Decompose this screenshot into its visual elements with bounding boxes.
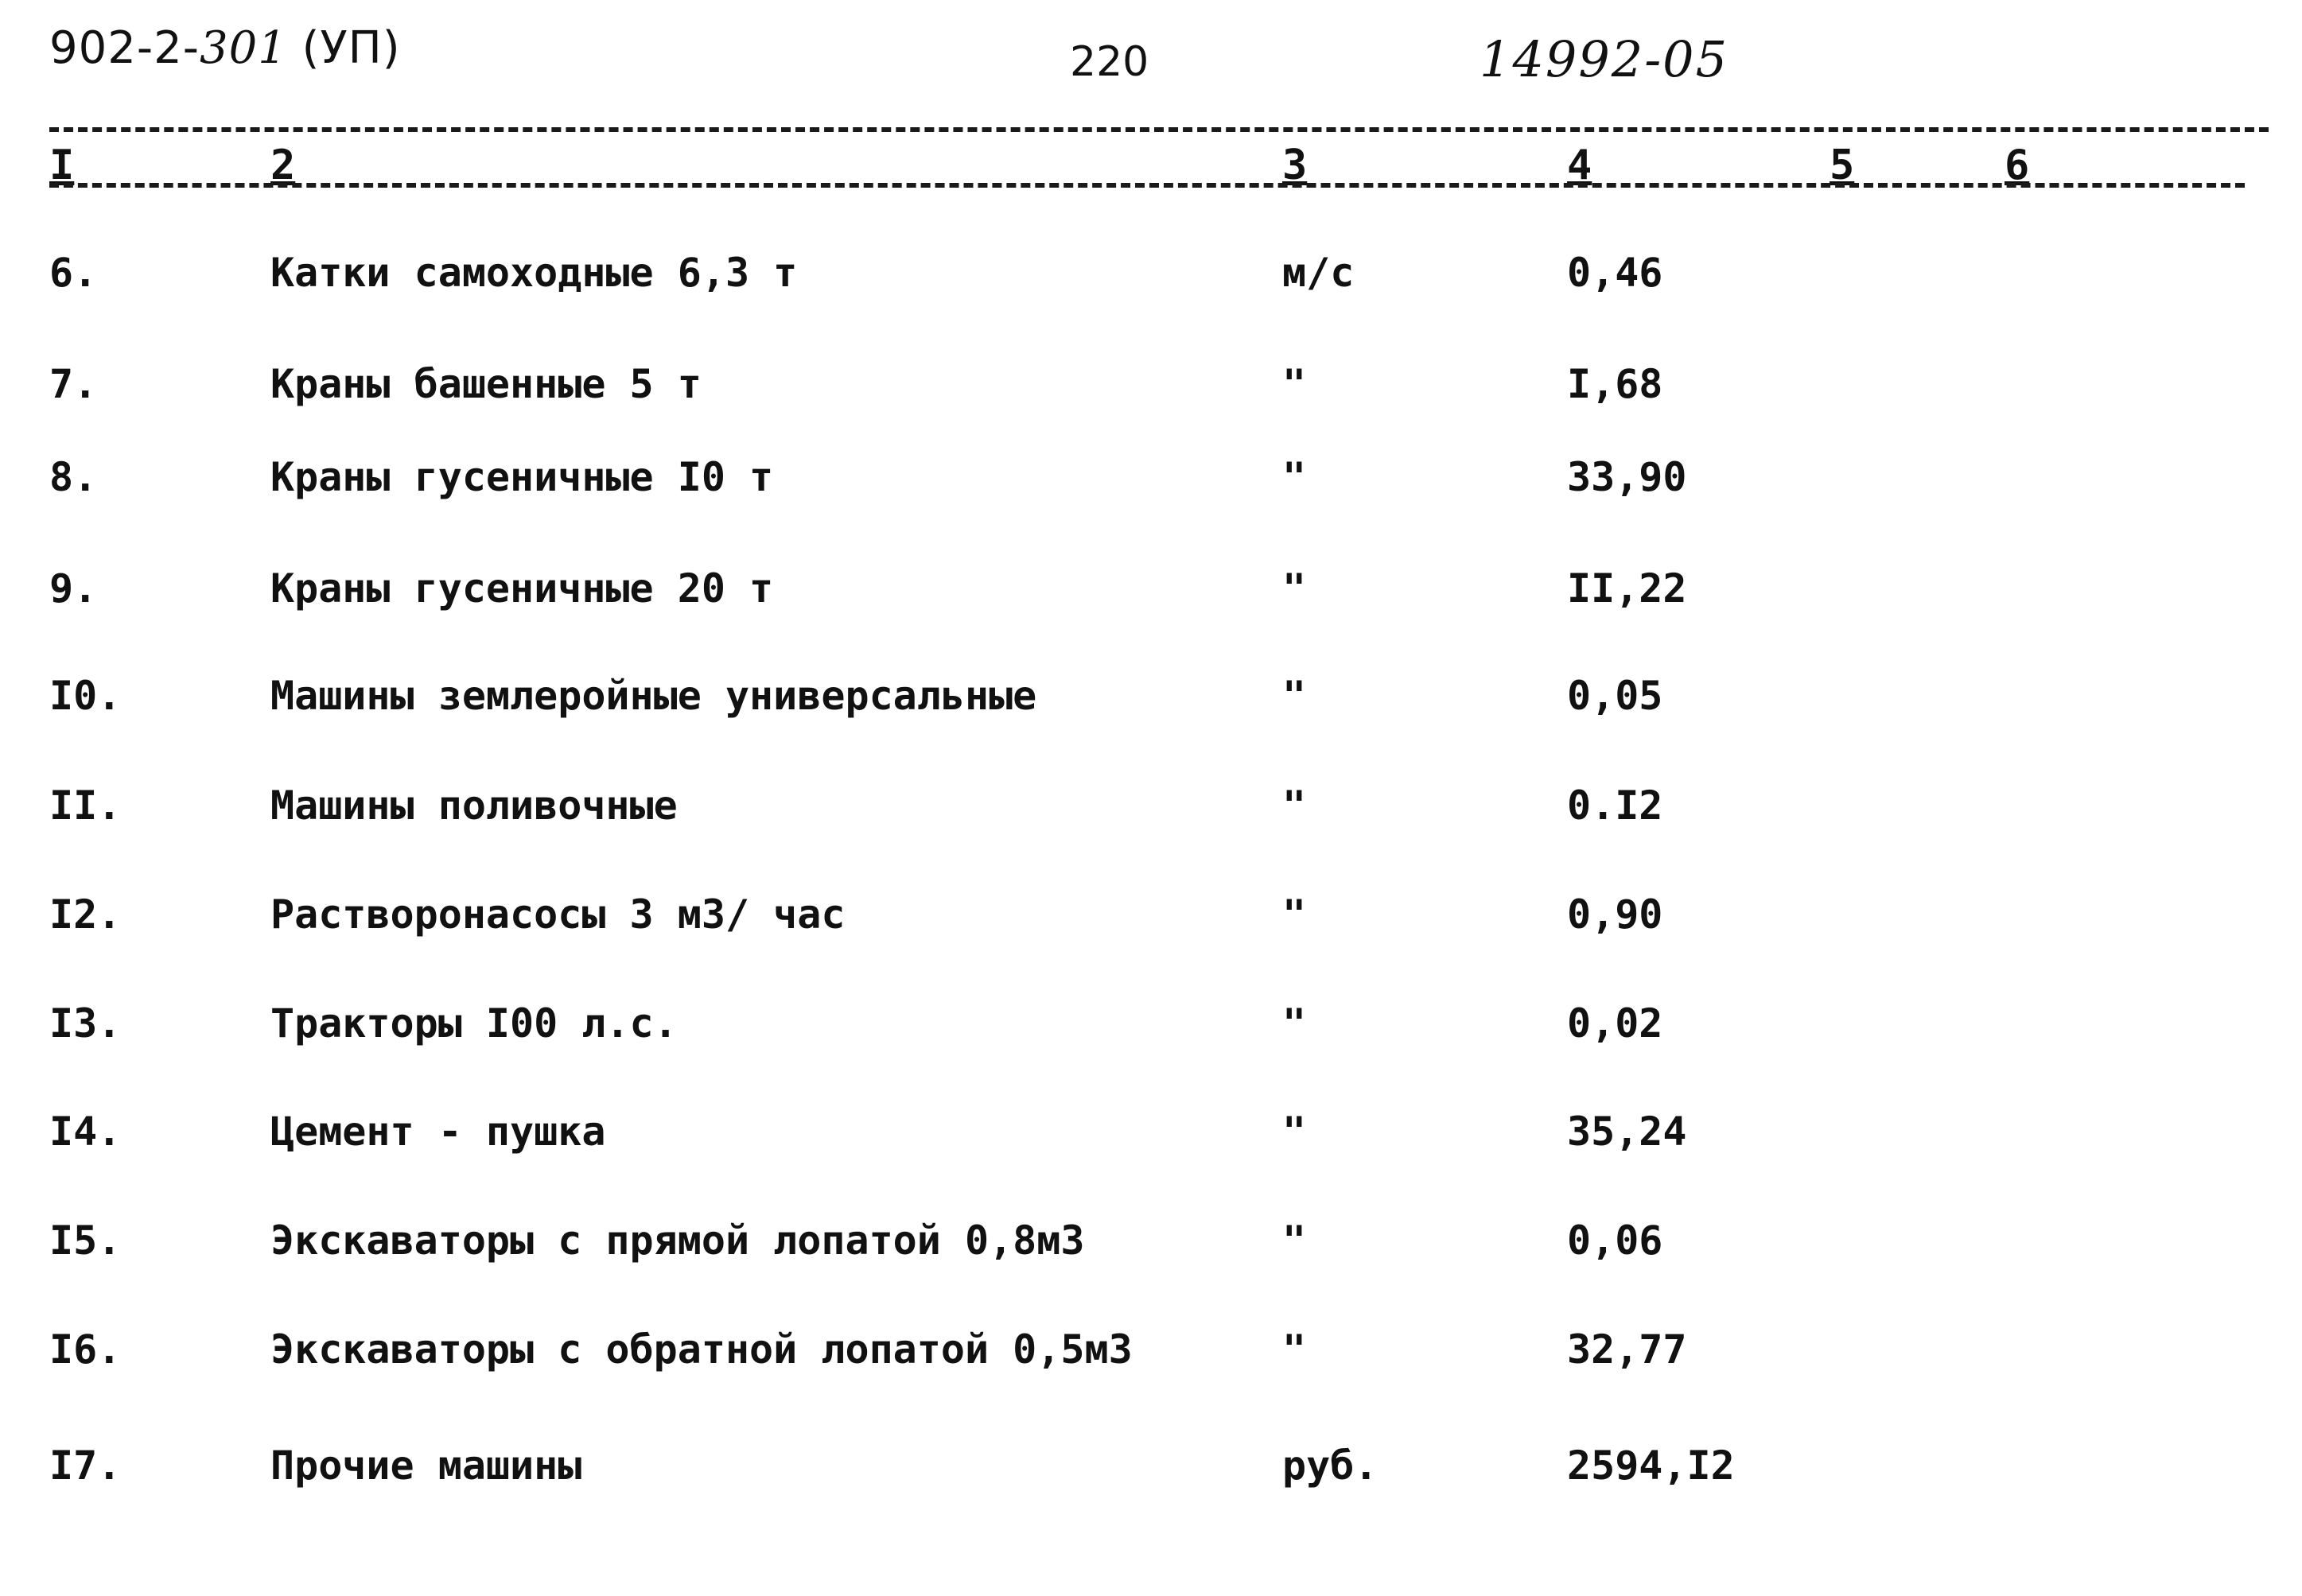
- unit: ": [1282, 1109, 1307, 1155]
- unit: руб.: [1282, 1443, 1378, 1489]
- column-number-4: 4: [1567, 142, 1592, 189]
- column-number-2: 2: [270, 142, 296, 189]
- row-number: I2.: [49, 891, 122, 938]
- value: 0,05: [1567, 673, 1663, 719]
- row-number: I7.: [49, 1443, 122, 1489]
- row-number: I0.: [49, 673, 122, 719]
- value: 2594,I2: [1567, 1443, 1735, 1489]
- machine-name: Краны гусеничные 20 т: [270, 565, 774, 612]
- inventory-number: 14992-05: [1480, 30, 1729, 88]
- unit: ": [1282, 673, 1307, 719]
- machine-name: Машины поливочные: [270, 782, 678, 829]
- unit: м/с: [1282, 250, 1355, 296]
- dashed-rule-top: [49, 127, 2269, 132]
- unit: ": [1282, 1217, 1307, 1264]
- value: 0.I2: [1567, 782, 1663, 829]
- unit: ": [1282, 1326, 1307, 1373]
- row-number: 6.: [49, 250, 98, 296]
- value: II,22: [1567, 565, 1687, 612]
- row-number: I3.: [49, 1000, 122, 1047]
- row-number: 8.: [49, 454, 98, 500]
- unit: ": [1282, 454, 1307, 500]
- document-code-prefix: 902-2-: [49, 22, 200, 74]
- value: 32,77: [1567, 1326, 1687, 1373]
- machine-name: Цемент - пушка: [270, 1109, 606, 1155]
- row-number: I4.: [49, 1109, 122, 1155]
- unit: ": [1282, 361, 1307, 407]
- unit: ": [1282, 565, 1307, 612]
- unit: ": [1282, 782, 1307, 829]
- machine-name: Прочие машины: [270, 1443, 582, 1489]
- dashed-rule-bottom: [49, 183, 2245, 188]
- row-number: I6.: [49, 1326, 122, 1373]
- machine-name: Катки самоходные 6,3 т: [270, 250, 798, 296]
- row-number: I5.: [49, 1217, 122, 1264]
- machine-name: Экскаваторы с обратной лопатой 0,5м3: [270, 1326, 1133, 1373]
- machine-name: Тракторы I00 л.с.: [270, 1000, 678, 1047]
- value: 0,06: [1567, 1217, 1663, 1264]
- column-number-5: 5: [1830, 142, 1855, 189]
- unit: ": [1282, 1000, 1307, 1047]
- machine-name: Растворонасосы 3 м3/ час: [270, 891, 846, 938]
- value: 0,90: [1567, 891, 1663, 938]
- value: 0,02: [1567, 1000, 1663, 1047]
- machine-name: Краны гусеничные I0 т: [270, 454, 774, 500]
- value: 0,46: [1567, 250, 1663, 296]
- column-number-6: 6: [2005, 142, 2030, 189]
- unit: ": [1282, 891, 1307, 938]
- document-code: [49, 22, 401, 74]
- row-number: 7.: [49, 361, 98, 407]
- column-number-1: I: [49, 142, 75, 189]
- document-code-handwritten: 301: [199, 22, 287, 74]
- machine-name: Машины землеройные универсальные: [270, 673, 1037, 719]
- row-number: 9.: [49, 565, 98, 612]
- document-code-suffix: (УП): [301, 22, 401, 74]
- page-number: 220: [1070, 38, 1149, 86]
- machine-name: Краны башенные 5 т: [270, 361, 702, 407]
- column-number-3: 3: [1282, 142, 1308, 189]
- value: I,68: [1567, 361, 1663, 407]
- machine-name: Экскаваторы с прямой лопатой 0,8м3: [270, 1217, 1085, 1264]
- value: 33,90: [1567, 454, 1687, 500]
- value: 35,24: [1567, 1109, 1687, 1155]
- row-number: II.: [49, 782, 122, 829]
